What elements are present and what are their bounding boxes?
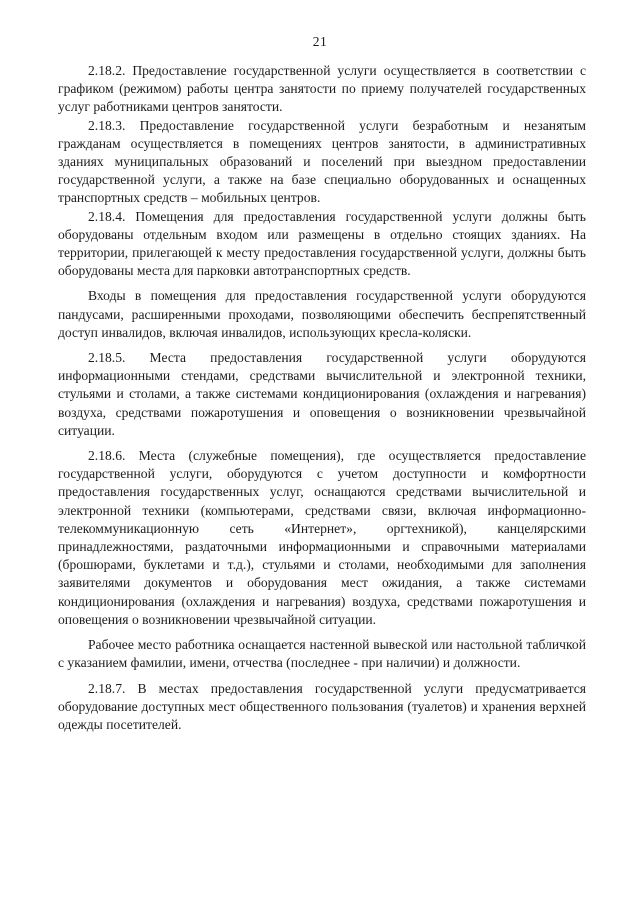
document-body bbox=[58, 62, 586, 734]
paragraph-2-18-5: 2.18.5. Места предоставления государственной услуги оборудуются информационными стендами, средствами вычислительной и электронной техники, стульями и столами, а также системами кондиционирования (охлаждения и нагревания) воздуха, средствами пожаротушения и оповещения о возникновении чрезвычайной ситуации. bbox=[58, 350, 586, 438]
paragraph-2-18-2: 2.18.2. Предоставление государственной услуги осуществляется в соответствии с графиком (режимом) работы центра занятости по приему получателей государственных услуг работниками центров занятости. bbox=[58, 63, 586, 115]
paragraph-workplace: Рабочее место работника оснащается настенной вывеской или настольной табличкой с указанием фамилии, имени, отчества (последнее - при наличии) и должности. bbox=[58, 637, 586, 671]
paragraph-2-18-6: 2.18.6. Места (служебные помещения), где осуществляется предоставление государственной услуги, оборудуются с учетом доступности и комфортности предоставления государственных услуг, оснащаются средствами вычислительной и электронной техники (компьютерами, средствами связи, включая информационно-телекоммуникационную сеть «Интернет», оргтехникой), канцелярскими принадлежностями, раздаточными информационными и справочными материалами (брошюрами, буклетами и т.д.), стульями и столами, необходимыми для заполнения заявителями документов и оборудования мест ожидания, а также системами кондиционирования (охлаждения и нагревания) воздуха, средствами пожаротушения и оповещения о возникновении чрезвычайной ситуации. bbox=[58, 448, 586, 627]
page-number: 21 bbox=[312, 34, 328, 49]
paragraph-entrances: Входы в помещения для предоставления государственной услуги оборудуются пандусами, расширенными проходами, позволяющими обеспечить беспрепятственный доступ инвалидов, включая инвалидов, использующих кресла-коляски. bbox=[58, 288, 586, 340]
paragraph-2-18-7: 2.18.7. В местах предоставления государственной услуги предусматривается оборудование доступных мест общественного пользования (туалетов) и хранения верхней одежды посетителей. bbox=[58, 680, 586, 732]
paragraph-2-18-3: 2.18.3. Предоставление государственной услуги безработным и незанятым гражданам осуществляется в помещениях центров занятости, в административных зданиях муниципальных образований и поселений при выездном предоставлении государственной услуги, а также на базе специально оборудованных и оснащенных транспортных средств – мобильных центров. bbox=[58, 117, 586, 206]
paragraph-2-18-4: 2.18.4. Помещения для предоставления государственной услуги должны быть оборудованы отдельным входом или размещены в отдельно стоящих зданиях. На территории, прилегающей к месту предоставления государственной услуги, должны быть оборудованы места для парковки автотранспортных средств. bbox=[58, 208, 586, 279]
